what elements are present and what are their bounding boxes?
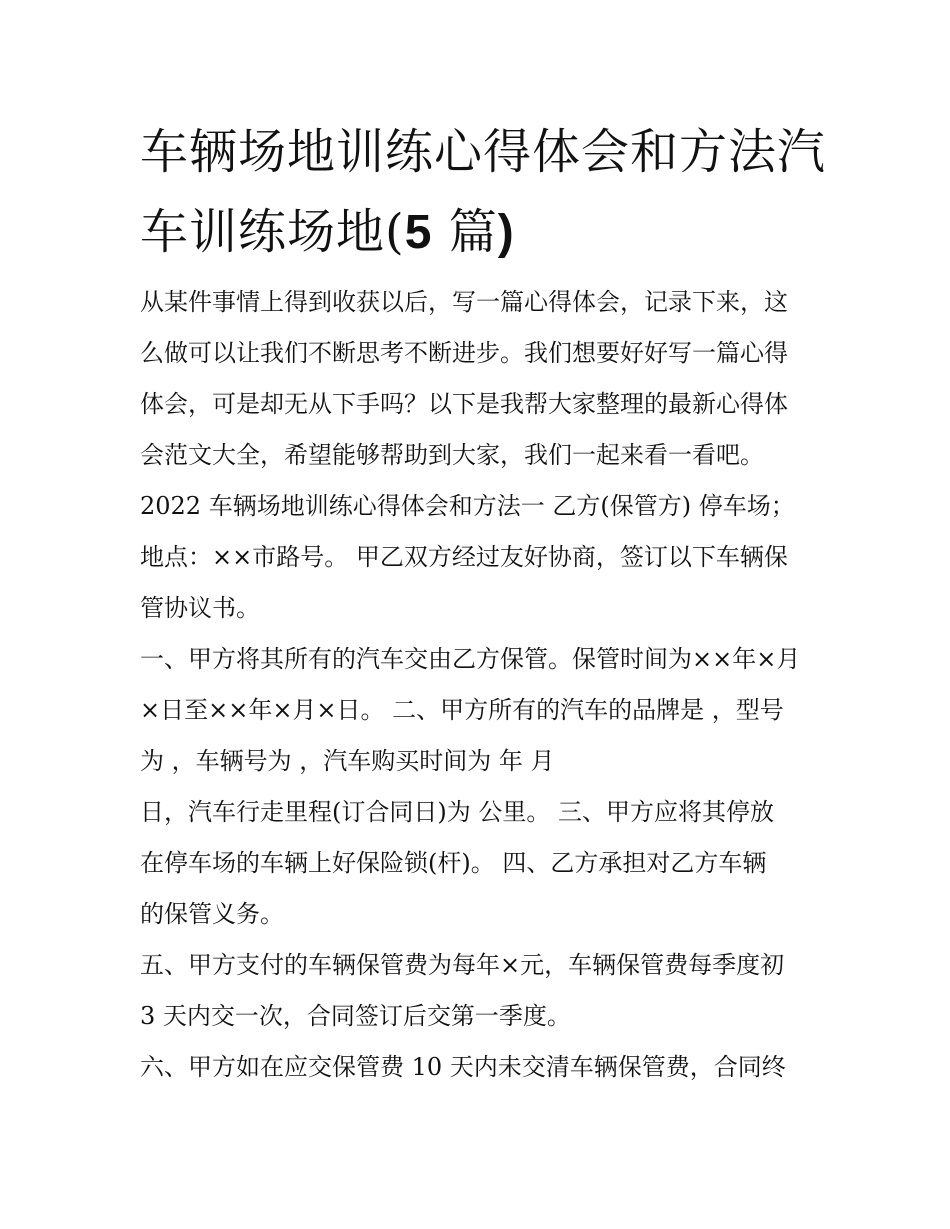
title-line-1: 车辆场地训练心得体会和方法 [140, 124, 778, 180]
text-line: 么做可以让我们不断思考不断进步。我们想要好好写一篇心得 [140, 339, 788, 367]
text-line: ×日至××年×月×日。 二、甲方所有的汽车的品牌是 ，型号 [140, 696, 784, 724]
paragraph-3 [140, 940, 820, 1042]
paragraph-1 [140, 277, 820, 634]
document-title [140, 112, 830, 273]
title-line-2-unit: 篇 [432, 204, 498, 260]
text-line: 日，汽车行走里程(订合同日)为 公里。 三、甲方应将其停放 [140, 798, 774, 826]
text-line: 体会，可是却无从下手吗？以下是我帮大家整理的最新心得体 [140, 390, 788, 418]
text-line: 五、甲方支付的车辆保管费为每年×元，车辆保管费每季度初 [140, 951, 785, 979]
title-line-2-text: 汽车训练场地( [140, 124, 827, 260]
text-line: 在停车场的车辆上好保险锁(杆)。 四、乙方承担对乙方车辆 [140, 849, 767, 877]
text-line: 地点：××市路号。 甲乙双方经过友好协商，签订以下车辆保 [140, 543, 788, 571]
paragraph-4 [140, 1042, 820, 1093]
paragraph-2 [140, 634, 820, 940]
text-line: 六、甲方如在应交保管费 10 天内未交清车辆保管费，合同终 [140, 1053, 786, 1081]
text-line: 3 天内交一次，合同签订后交第一季度。 [140, 1002, 571, 1030]
text-line: 会范文大全，希望能够帮助到大家，我们一起来看一看吧。 [140, 441, 764, 469]
text-line: 管协议书。 [140, 594, 260, 622]
text-line: 2022 车辆场地训练心得体会和方法一 乙方(保管方) 停车场； [140, 492, 795, 520]
text-line: 的保管义务。 [140, 900, 284, 928]
text-line: 为 ，车辆号为 ，汽车购买时间为 年 月 [140, 747, 555, 775]
title-line-2-close: ) [497, 206, 515, 259]
title-line-2-number: 5 [404, 206, 433, 259]
text-line: 从某件事情上得到收获以后，写一篇心得体会，记录下来，这 [140, 288, 788, 316]
document-body [140, 277, 820, 1093]
text-line: 一、甲方将其所有的汽车交由乙方保管。保管时间为××年×月 [140, 645, 801, 673]
